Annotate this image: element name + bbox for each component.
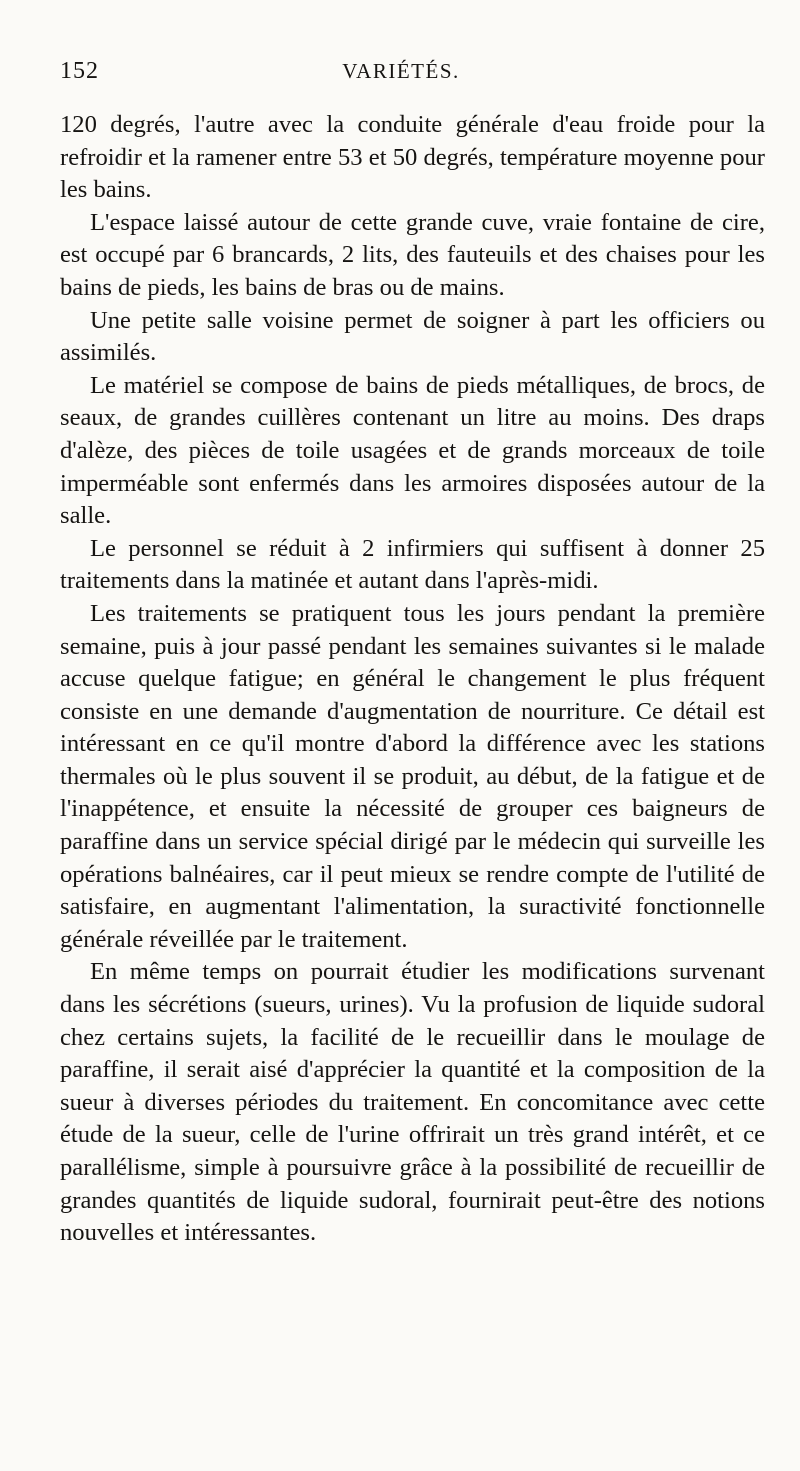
paragraph-7: En même temps on pourrait étudier les modifications survenant dans les sécrétions (sueurs, urines). Vu la profusion de liquide sudoral chez certains sujets, la facilité de le recueillir dans le moulage de paraffine, il serait aisé d'apprécier la quantité et la composition de la sueur à diverses périodes du traitement. En concomitance avec cette étude de la sueur, celle de l'urine offrirait un très grand intérêt, et ce parallélisme, simple à poursuivre grâce à la possibilité de recueillir de grandes quantités de liquide sudoral, fournirait peut-être des notions nouvelles et intéressantes. — [60, 958, 765, 1247]
paragraph-5: Le personnel se réduit à 2 infirmiers qui suffisent à donner 25 traitements dans la matinée et autant dans l'après-midi. — [60, 534, 765, 595]
running-title: VARIÉTÉS. — [342, 59, 460, 83]
paragraph-2: L'espace laissé autour de cette grande cuve, vraie fontaine de cire, est occupé par 6 brancards, 2 lits, des fauteuils et des chaises pour les bains de pieds, les bains de bras ou de mains. — [60, 208, 765, 301]
page-number: 152 — [60, 58, 99, 84]
paragraph-3: Une petite salle voisine permet de soigner à part les officiers ou assimilés. — [60, 306, 765, 367]
page-header — [60, 58, 742, 98]
body-text — [60, 109, 765, 1250]
paragraph-1: 120 degrés, l'autre avec la conduite générale d'eau froide pour la refroidir et la ramener entre 53 et 50 degrés, température moyenne pour les bains. — [60, 111, 765, 204]
paragraph-6: Les traitements se pratiquent tous les jours pendant la première semaine, puis à jour passé pendant les semaines suivantes si le malade accuse quelque fatigue; en général le changement le plus fréquent consiste en une demande d'augmentation de nourriture. Ce détail est intéressant en ce qu'il montre d'abord la différence avec les stations thermales où le plus souvent il se produit, au début, de la fatigue et de l'inappétence, et ensuite la nécessité de grouper ces baigneurs de paraffine dans un service spécial dirigé par le médecin qui surveille les opérations balnéaires, car il peut mieux se rendre compte de l'utilité de satisfaire, en augmentant l'alimentation, la suractivité fonctionnelle générale réveillée par le traitement. — [60, 599, 765, 953]
paragraph-4: Le matériel se compose de bains de pieds métalliques, de brocs, de seaux, de grandes cuillères contenant un litre au moins. Des draps d'alèze, des pièces de toile usagées et de grands morceaux de toile imperméable sont enfermés dans les armoires disposées autour de la salle. — [60, 371, 765, 530]
